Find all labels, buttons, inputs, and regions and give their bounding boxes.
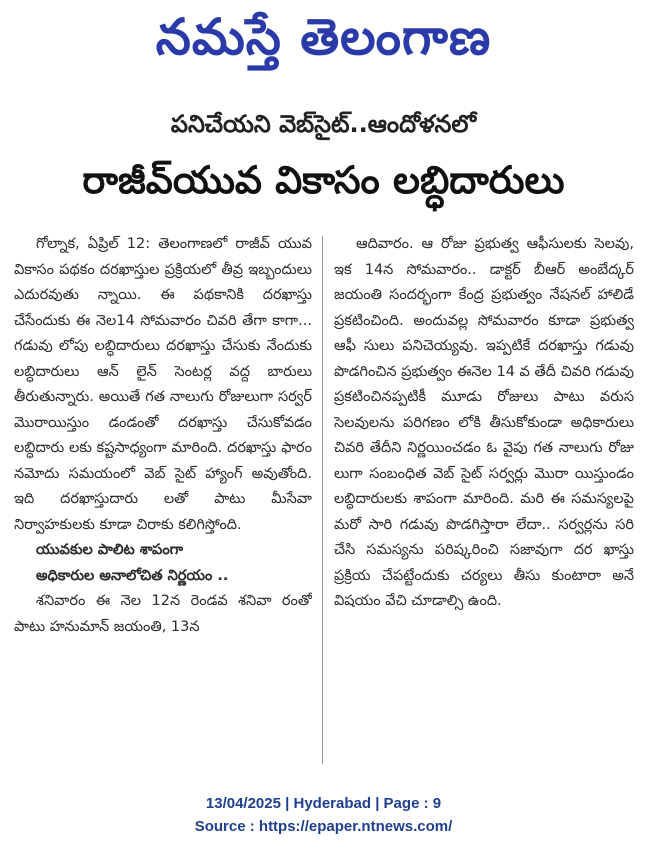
article-column-right bbox=[334, 232, 634, 772]
article-subheading: అధికారుల అనాలోచిత నిర్ణయం .. bbox=[36, 567, 229, 584]
article-paragraph: గోల్నాక, ఏప్రిల్ 12: తెలంగాణలో రాజీవ్ యువ వికాసం పథకం దరఖాస్తుల ప్రక్రియలో తీవ్ర ఇబ్బందులు ఎదురవుతు న్నాయి. ఈ పథకానికి దరఖాస్తు చేసేందుకు ఈ నెల14 సోమవారం చివరి తేగా కాగా... గడువు లోపు లబ్ధిదారులు దరఖాస్తు చేసుకు నేందుకు లబ్ధిదారులు ఆన్ లైన్ సెంటర్ల వద్ద బారులు తీరుతున్నారు. అయితే గత నాలుగు రోజులుగా సర్వర్ మొరాయిస్తుం డండంతో దరఖాస్తు చేసుకోవడం లబ్ధిదారు లకు కష్టసాధ్యంగా మారింది. దరఖాస్తు ఫారం నమోదు సమయంలో వెబ్ సైట్ హ్యాంగ్ అవుతోంది. ఇది దరఖాస్తుదారు లతో పాటు మీసేవా నిర్వాహకులకు కూడా చిరాకు కలిగిస్తోంది. bbox=[14, 236, 312, 533]
newspaper-logo-title: నమస్తే తెలంగాణ bbox=[155, 8, 492, 66]
article-headline: రాజీవ్‌యువ వికాసం లబ్ధిదారులు bbox=[82, 158, 565, 202]
article-subheading: యువకుల పాలిట శాపంగా bbox=[36, 542, 184, 558]
edition-info: 13/04/2025 | Hyderabad | Page : 9 bbox=[205, 795, 442, 812]
masthead bbox=[0, 8, 647, 79]
article-column-left bbox=[14, 232, 312, 772]
article-kicker: పనిచేయని వెబ్‌సైట్..ఆందోళనలో bbox=[170, 110, 477, 138]
article-paragraph: శనివారం ఈ నెల 12న రెండవ శనివా రంతో పాటు హనుమాన్ జయంతి, 13న bbox=[14, 593, 312, 635]
article-paragraph: ఆదివారం. ఆ రోజు ప్రభుత్వ ఆఫీసులకు సెలవు, ఇక 14న సోమవారం.. డాక్టర్ బీఆర్ అంబేద్కర్ జయంతి సందర్భంగా కేంద్ర ప్రభుత్వం నేషనల్ హాలిడే ప్రకటించింది. అందువల్ల సోమవారం కూడా ప్రభుత్వ ఆఫీ సులు పనిచెయ్యవు. ఇప్పటికే దరఖాస్తు గడువు పొడగించిన ప్రభుత్వం ఈనెల 14 వ తేదీ చివరి గడువు ప్రకటించినప్పటికీ మూడు రోజులు పాటు వరుస సెలవులను పరిగణం లోకి తీసుకోకుండా అధికారులు చివరి తేదీని నిర్ణయించడం ఓ వైపు గత నాలుగు రోజు లుగా సంబంధిత వెబ్ సైట్ సర్వర్లు మొరా యిస్తుండం లబ్ధిదారులకు శాపంగా మారింది. మరి ఈ సమస్యలపై మరో సారి గడువు పొడగిస్తారా లేదా.. సర్వర్లను సరి చేసి సమస్యను పరిష్కరించి సజావుగా దర ఖాస్తు ప్రక్రియ చేపట్టేందుకు చర్యలు తీసు కుంటారా అనే విషయం వేచి చూడాల్సి ఉంది. bbox=[334, 236, 634, 609]
source-link[interactable]: Source : https://epaper.ntnews.com/ bbox=[194, 818, 453, 835]
column-divider bbox=[322, 236, 323, 764]
